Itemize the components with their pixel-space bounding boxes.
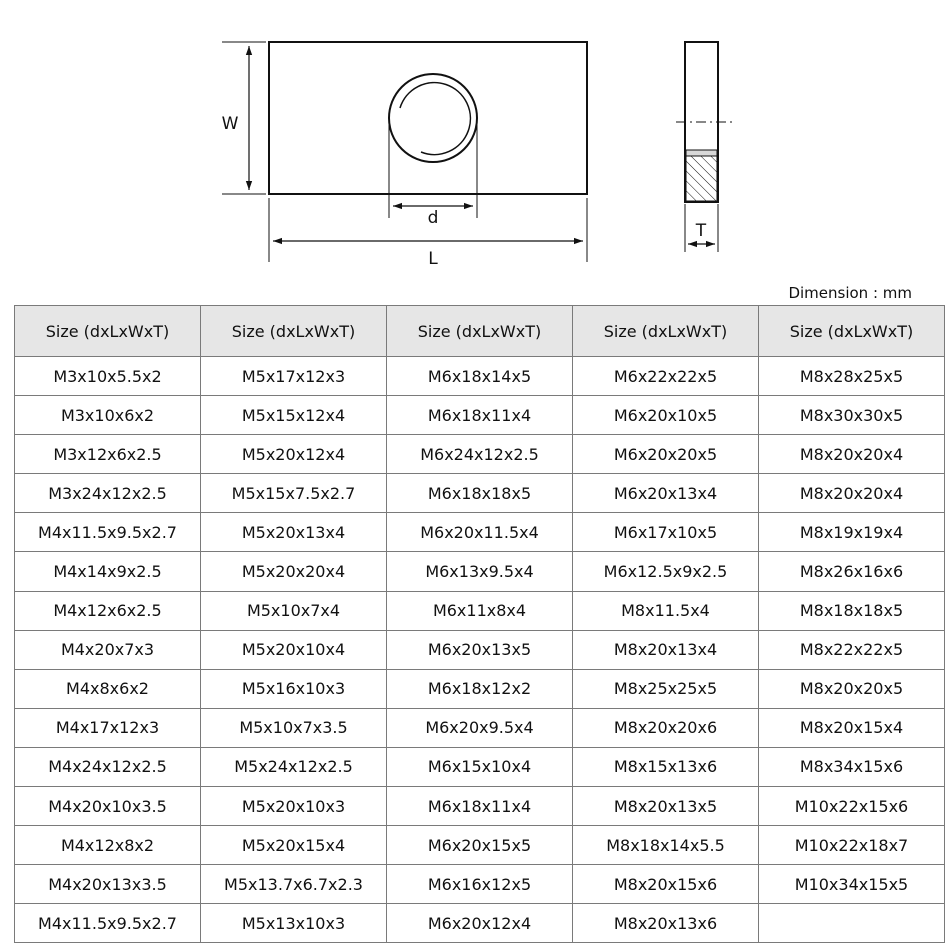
size-table (14, 305, 945, 943)
size-cell: M8x25x25x5 (573, 669, 759, 708)
size-cell: M5x20x13x4 (201, 513, 387, 552)
size-cell: M6x15x10x4 (387, 747, 573, 786)
size-cell: M8x18x18x5 (759, 591, 945, 630)
size-cell: M4x17x12x3 (15, 708, 201, 747)
size-cell: M5x16x10x3 (201, 669, 387, 708)
size-cell: M8x30x30x5 (759, 396, 945, 435)
size-cell: M6x16x12x5 (387, 865, 573, 904)
table-row (15, 826, 945, 865)
size-cell: M5x24x12x2.5 (201, 747, 387, 786)
size-cell: M8x20x20x4 (759, 435, 945, 474)
size-cell: M5x10x7x4 (201, 591, 387, 630)
column-header: Size (dxLxWxT) (15, 306, 201, 357)
table-row (15, 747, 945, 786)
table-row (15, 513, 945, 552)
size-cell: M8x20x13x5 (573, 787, 759, 826)
side-view (676, 42, 732, 252)
column-header: Size (dxLxWxT) (759, 306, 945, 357)
size-cell: M6x20x9.5x4 (387, 708, 573, 747)
size-cell: M10x34x15x5 (759, 865, 945, 904)
size-cell: M6x12.5x9x2.5 (573, 552, 759, 591)
size-cell (759, 904, 945, 943)
size-cell: M5x17x12x3 (201, 357, 387, 396)
size-cell: M6x18x11x4 (387, 396, 573, 435)
table-row (15, 396, 945, 435)
size-cell: M5x15x12x4 (201, 396, 387, 435)
table-row (15, 708, 945, 747)
size-cell: M8x20x15x4 (759, 708, 945, 747)
size-cell: M6x20x11.5x4 (387, 513, 573, 552)
size-cell: M5x20x20x4 (201, 552, 387, 591)
table-row (15, 904, 945, 943)
nut-dimension-drawing (0, 0, 952, 280)
section-hatching (686, 156, 717, 201)
size-cell: M8x34x15x6 (759, 747, 945, 786)
size-cell: M8x20x20x4 (759, 474, 945, 513)
size-cell: M6x20x12x4 (387, 904, 573, 943)
size-cell: M5x20x12x4 (201, 435, 387, 474)
w-label: W (221, 114, 239, 134)
size-cell: M3x10x6x2 (15, 396, 201, 435)
nut-body-outline (269, 42, 587, 194)
size-cell: M6x18x12x2 (387, 669, 573, 708)
size-cell: M4x12x6x2.5 (15, 591, 201, 630)
table-row (15, 474, 945, 513)
size-cell: M6x20x10x5 (573, 396, 759, 435)
size-cell: M4x20x7x3 (15, 630, 201, 669)
size-cell: M6x20x15x5 (387, 826, 573, 865)
size-cell: M8x22x22x5 (759, 630, 945, 669)
size-cell: M8x15x13x6 (573, 747, 759, 786)
size-cell: M8x18x14x5.5 (573, 826, 759, 865)
size-cell: M8x28x25x5 (759, 357, 945, 396)
size-cell: M6x24x12x2.5 (387, 435, 573, 474)
table-row (15, 591, 945, 630)
size-cell: M8x20x20x6 (573, 708, 759, 747)
size-cell: M6x13x9.5x4 (387, 552, 573, 591)
table-row (15, 552, 945, 591)
size-cell: M5x15x7.5x2.7 (201, 474, 387, 513)
size-cell: M8x20x15x6 (573, 865, 759, 904)
table-header-row (15, 306, 945, 357)
table-body (15, 357, 945, 943)
column-header: Size (dxLxWxT) (201, 306, 387, 357)
size-cell: M10x22x18x7 (759, 826, 945, 865)
column-header: Size (dxLxWxT) (387, 306, 573, 357)
size-cell: M4x11.5x9.5x2.7 (15, 904, 201, 943)
size-cell: M8x20x20x5 (759, 669, 945, 708)
size-cell: M6x17x10x5 (573, 513, 759, 552)
size-cell: M5x20x10x3 (201, 787, 387, 826)
size-cell: M4x12x8x2 (15, 826, 201, 865)
size-cell: M4x24x12x2.5 (15, 747, 201, 786)
size-cell: M6x11x8x4 (387, 591, 573, 630)
size-cell: M5x10x7x3.5 (201, 708, 387, 747)
table-row (15, 865, 945, 904)
thread-band (686, 150, 717, 156)
size-cell: M3x24x12x2.5 (15, 474, 201, 513)
hole-thread-arc (400, 83, 470, 155)
size-cell: M4x14x9x2.5 (15, 552, 201, 591)
size-cell: M5x13.7x6.7x2.3 (201, 865, 387, 904)
d-label: d (427, 208, 439, 228)
size-cell: M6x18x14x5 (387, 357, 573, 396)
size-cell: M4x8x6x2 (15, 669, 201, 708)
size-cell: M6x20x20x5 (573, 435, 759, 474)
l-label: L (428, 249, 438, 269)
size-cell: M4x11.5x9.5x2.7 (15, 513, 201, 552)
size-cell: M8x19x19x4 (759, 513, 945, 552)
size-cell: M5x20x15x4 (201, 826, 387, 865)
size-cell: M4x20x13x3.5 (15, 865, 201, 904)
t-label: T (695, 221, 707, 241)
table-row (15, 669, 945, 708)
size-cell: M8x26x16x6 (759, 552, 945, 591)
size-cell: M6x20x13x5 (387, 630, 573, 669)
front-view (222, 42, 587, 269)
size-cell: M8x11.5x4 (573, 591, 759, 630)
size-cell: M6x18x11x4 (387, 787, 573, 826)
size-cell: M6x20x13x4 (573, 474, 759, 513)
size-cell: M3x10x5.5x2 (15, 357, 201, 396)
dimension-unit-note: Dimension : mm (788, 284, 912, 302)
table-row (15, 787, 945, 826)
table-row (15, 630, 945, 669)
size-cell: M8x20x13x6 (573, 904, 759, 943)
size-cell: M4x20x10x3.5 (15, 787, 201, 826)
table-row (15, 357, 945, 396)
size-cell: M6x22x22x5 (573, 357, 759, 396)
hole-outer-circle (389, 74, 477, 162)
size-cell: M10x22x15x6 (759, 787, 945, 826)
size-cell: M5x20x10x4 (201, 630, 387, 669)
size-cell: M6x18x18x5 (387, 474, 573, 513)
table-row (15, 435, 945, 474)
column-header: Size (dxLxWxT) (573, 306, 759, 357)
size-cell: M5x13x10x3 (201, 904, 387, 943)
size-cell: M8x20x13x4 (573, 630, 759, 669)
size-cell: M3x12x6x2.5 (15, 435, 201, 474)
